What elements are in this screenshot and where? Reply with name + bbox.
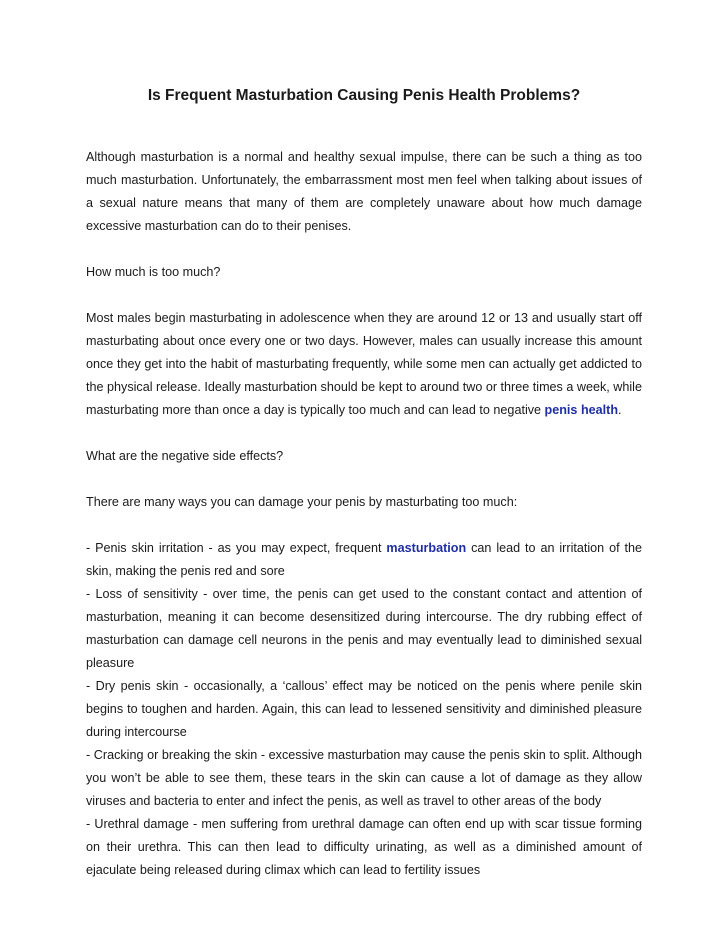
- ways-paragraph: There are many ways you can damage your penis by masturbating too much:: [86, 495, 518, 509]
- document-page: [86, 86, 642, 882]
- intro-paragraph: Although masturbation is a normal and healthy sexual impulse, there can be such a thing as too much masturbation. Unfortunately, the embarrassment most men feel when talking about issues of a sexual nature means that many of them are completely unaware about how much damage excessive masturbation can do to their penises.: [86, 150, 642, 233]
- section-heading-how-much: How much is too much?: [86, 265, 221, 279]
- adolescence-text-end: .: [618, 403, 622, 417]
- bullet-skin-irritation-text: - Penis skin irritation - as you may expect, frequent: [86, 541, 387, 555]
- bullet-loss-of-sensitivity: - Loss of sensitivity - over time, the penis can get used to the constant contact and attention of masturbation, meaning it can become desensitized during intercourse. The dry rubbing effect of masturbation can damage cell neurons in the penis and may eventually lead to diminished sexual pleasure: [86, 587, 642, 670]
- bullet-skin-irritation-text-end: can lead to an irritation of the skin, making the penis red and sore: [86, 541, 643, 578]
- masturbation-link[interactable]: masturbation: [386, 541, 467, 555]
- bullet-skin-irritation: [86, 537, 642, 583]
- bullet-dry-skin: - Dry penis skin - occasionally, a ‘callous’ effect may be noticed on the penis where penile skin begins to toughen and harden. Again, this can lead to lessened sensitivity and diminished pleasure during intercourse: [86, 679, 642, 739]
- adolescence-text: Most males begin masturbating in adolescence when they are around 12 or 13 and usually start off masturbating about once every one or two days. However, males can usually increase this amount once they get into the habit of masturbating frequently, while some men can actually get addicted to the physical release. Ideally masturbation should be kept to around two or three times a week, while masturbating more than once a day is typically too much and can lead to negative: [86, 311, 642, 417]
- bullet-urethral-damage: - Urethral damage - men suffering from urethral damage can often end up with scar tissue forming on their urethra. This can then lead to difficulty urinating, as well as a diminished amount of ejaculate being released during climax which can lead to fertility issues: [86, 817, 642, 877]
- section-heading-side-effects: What are the negative side effects?: [86, 449, 284, 463]
- adolescence-paragraph: [86, 307, 642, 422]
- penis-health-link[interactable]: penis health: [544, 403, 619, 417]
- document-title: Is Frequent Masturbation Causing Penis Health Problems?: [147, 87, 581, 104]
- bullet-cracking-skin: - Cracking or breaking the skin - excessive masturbation may cause the penis skin to split. Although you won’t be able to see them, these tears in the skin can cause a lot of damage as they allow viruses and bacteria to enter and infect the penis, as well as travel to other areas of the body: [86, 748, 642, 808]
